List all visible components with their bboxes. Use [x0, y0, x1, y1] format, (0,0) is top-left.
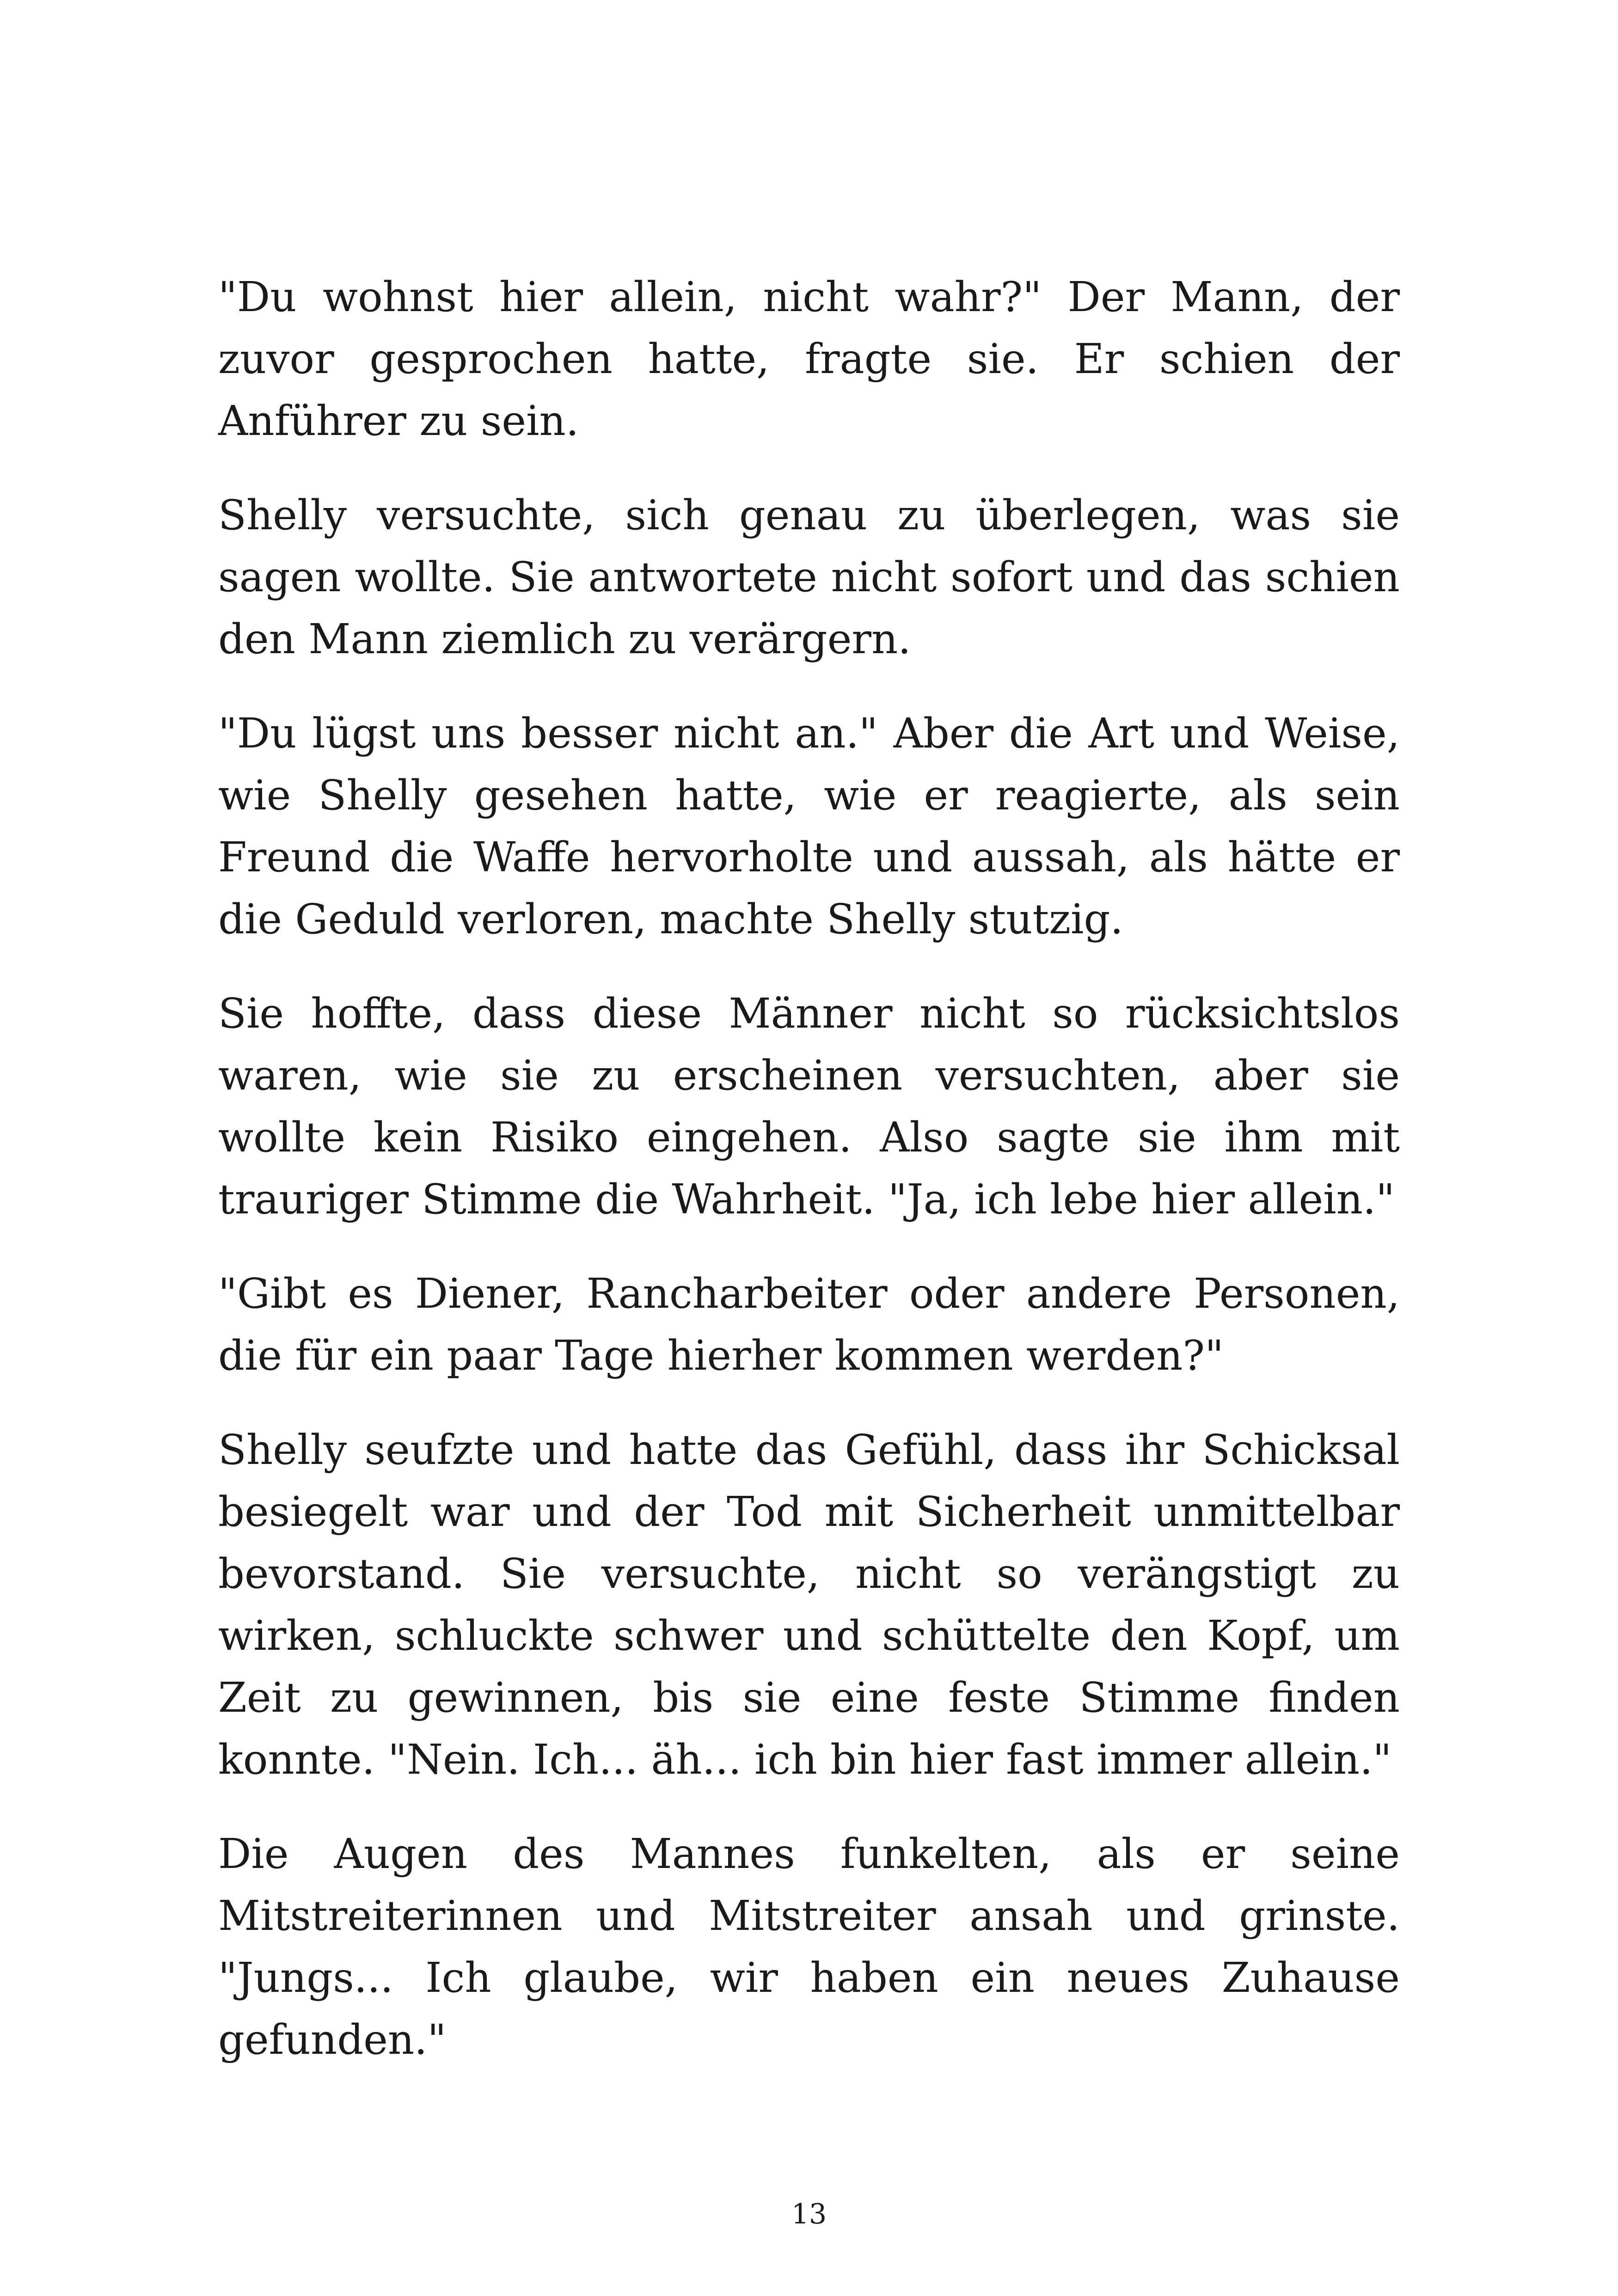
paragraph: Shelly versuchte, sich genau zu überlegen, was sie sagen wollte. Sie antwortete nicht sofort und das schien den Mann ziemlich zu verärgern. [218, 491, 1400, 663]
paragraph: "Du wohnst hier allein, nicht wahr?" Der Mann, der zuvor gesprochen hatte, fragte sie. Er schien der Anführer zu sein. [218, 273, 1400, 445]
paragraph: "Du lügst uns besser nicht an." Aber die Art und Weise, wie Shelly gesehen hatte, wie er reagierte, als sein Freund die Waffe hervorholte und aussah, als hätte er die Geduld verloren, machte Shelly stutzig. [218, 709, 1400, 943]
paragraph: Die Augen des Mannes funkelten, als er seine Mitstreiterinnen und Mitstreiter ansah und grinste. "Jungs... Ich glaube, wir haben ein neues Zuhause gefunden." [218, 1830, 1400, 2063]
paragraph: "Gibt es Diener, Rancharbeiter oder andere Personen, die für ein paar Tage hierher kommen werden?" [218, 1269, 1400, 1379]
body-text [218, 266, 1400, 2103]
page-number: 13 [791, 2198, 827, 2230]
paragraph: Sie hoffte, dass diese Männer nicht so rücksichtslos waren, wie sie zu erscheinen versuchten, aber sie wollte kein Risiko eingehen. Also sagte sie ihm mit trauriger Stimme die Wahrheit. "Ja, ich lebe hier allein." [218, 989, 1400, 1223]
paragraph: Shelly seufzte und hatte das Gefühl, dass ihr Schicksal besiegelt war und der Tod mit Sicherheit unmittelbar bevorstand. Sie versuchte, nicht so verängstigt zu wirken, schluckte schwer und schüttelte den Kopf, um Zeit zu gewinnen, bis sie eine feste Stimme finden konnte. "Nein. Ich... äh... ich bin hier fast immer allein." [218, 1426, 1400, 1783]
